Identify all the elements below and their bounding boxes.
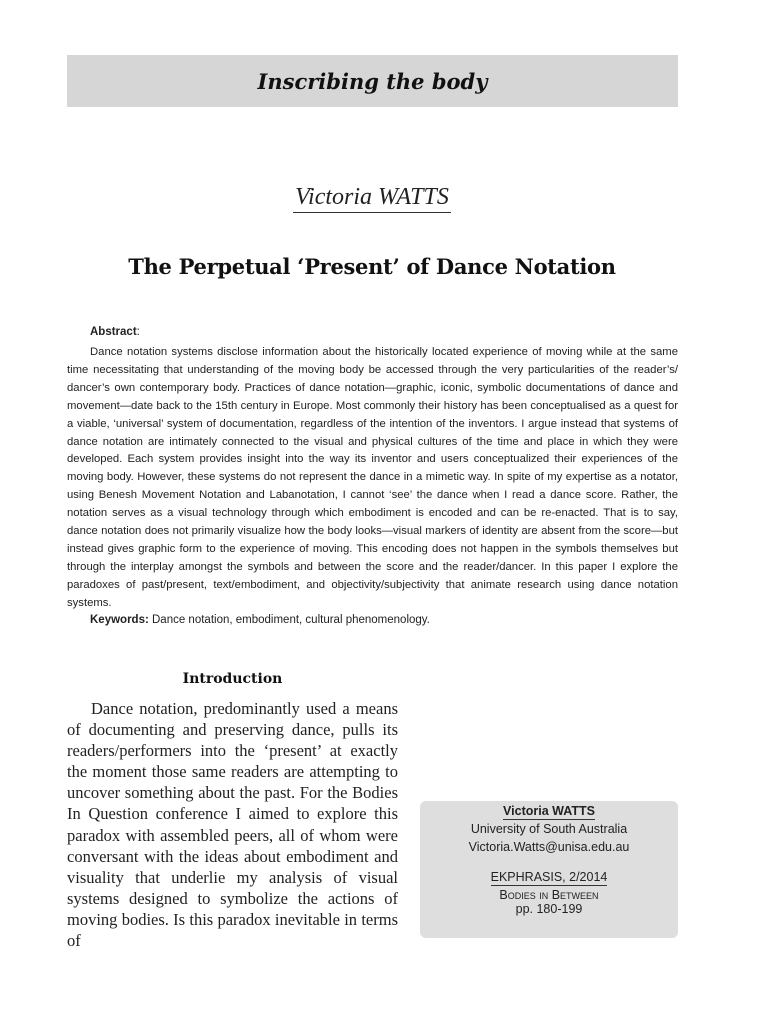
- info-author-name: Victoria WATTS: [503, 804, 595, 818]
- info-affiliation: University of South Australia: [470, 822, 628, 836]
- section-title: Inscribing the body: [257, 68, 488, 94]
- article-author: [0, 184, 744, 211]
- abstract-label-text: Abstract: [90, 326, 137, 338]
- article-title: The Perpetual ‘Present’ of Dance Notation: [128, 254, 616, 279]
- keywords: [90, 614, 430, 626]
- keywords-text: Dance notation, embodiment, cultural phenomenology.: [152, 614, 430, 626]
- author-name: Victoria WATTS: [293, 184, 451, 213]
- section-banner: [67, 55, 678, 107]
- introduction-heading: Introduction: [182, 671, 283, 687]
- abstract-label: [90, 326, 140, 338]
- info-pages: pp. 180-199: [515, 902, 583, 916]
- info-series: Bodies in Between: [499, 888, 599, 902]
- info-journal: EKPHRASIS, 2/2014: [490, 870, 608, 884]
- abstract-label-colon: :: [136, 326, 140, 338]
- introduction-text: Dance notation, predominantly used a means of documenting and preserving dance, pulls its readers/performers into the ‘present’ at exactly the moment those same readers are attempting to uncover something about the past. For the Bodies In Question conference I aimed to explore this paradox with assembled peers, all of whom were conversant with the ideas about embodiment and visuality that underlie my analysis of visual systems designed to symbolize the actions of moving bodies. Is this paradox inevitable in terms of: [67, 699, 398, 951]
- author-info-box: [420, 801, 678, 938]
- keywords-label: Keywords:: [90, 614, 149, 626]
- abstract-text: Dance notation systems disclose information about the historically located experience of moving while at the same time necessitating that understanding of the moving body be accessed through the very particularities of the reader’s/ dancer’s own contemporary body. Practices of dance notation—graphic, iconic, symbolic documentations of dance and movement—date back to the 15th century in Europe. Most commonly their history has been conceptualised as a quest for a viable, ‘universal’ system of documentation, regardless of the intention of the inventors. I argue instead that systems of dance notation are intimately connected to the visual and physical cultures of the time and place in which they were developed. Each system provides insight into the way its inventor and users conceptualized their experiences of the moving body. However, these systems do not represent the dance in a mimetic way. In spite of my expertise as a notator, using Benesh Movement Notation and Labanotation, I cannot ‘see’ the dance when I read a dance score. Rather, the notation serves as a visual technology through which embodiment is encoded and can be re-enacted. That is to say, dance notation does not primarily visualize how the body looks—visual markers of identity are absent from the score—but instead gives graphic form to the experience of moving. This encoding does not happen in the symbols themselves but through the interplay amongst the symbols and between the score and the reader/dancer. In this paper I explore the paradoxes of past/present, text/embodiment, and objectivity/subjectivity that animate research using dance notation systems.: [67, 346, 678, 609]
- info-email[interactable]: Victoria.Watts@unisa.edu.au: [468, 840, 630, 854]
